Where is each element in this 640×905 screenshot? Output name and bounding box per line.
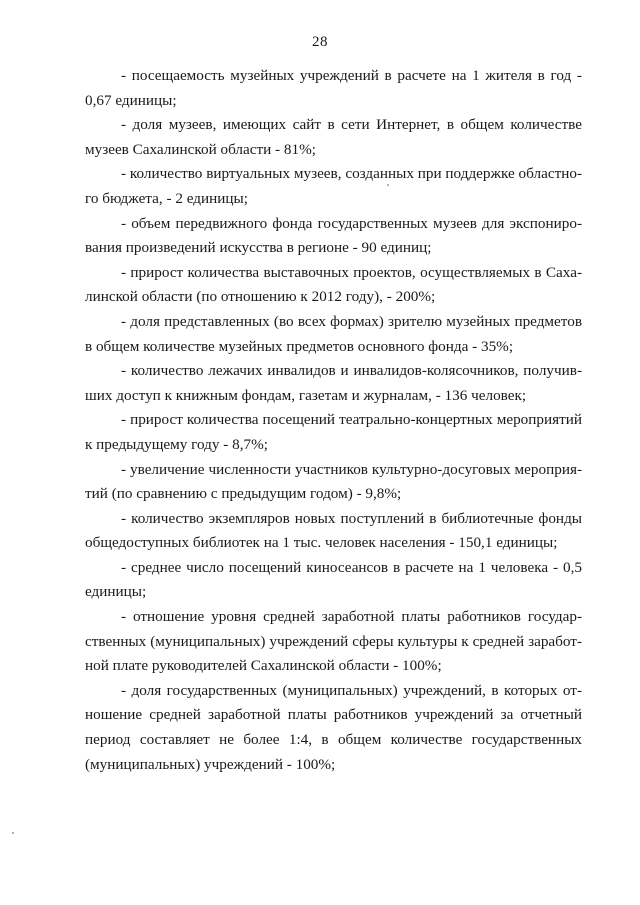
paragraph-salary-ratio-institutions: - доля государственных (муниципальных) учреждений, в которых отношение средней заработной платы работников учреждений за отчетный период составляет не более 1:4, в общем количестве государственных (муниципальных) учреждений - 100%; <box>85 681 582 773</box>
scan-speck <box>12 832 14 834</box>
scan-speck <box>387 184 389 186</box>
paragraph-salary-ratio: - отношение уровня средней заработной платы работников государственных (муниципальных) учреждений сферы культуры к средней заработной плате руководителей Сахалинской области - 100%; <box>85 608 582 675</box>
paragraph-leisure-participants: - увеличение численности участников культурно-досуговых мероприятий (по сравнению с предыдущим годом) - 9,8%; <box>85 460 582 503</box>
document-body <box>85 64 582 777</box>
paragraph-museums-with-website: - доля музеев, имеющих сайт в сети Интернет, в общем количестве музеев Сахалинской области - 81%; <box>85 116 582 158</box>
paragraph-travelling-collection: - объем передвижного фонда государственных музеев для экспонирования произведений искусства в регионе - 90 единиц; <box>85 214 582 257</box>
paragraph-museum-attendance: - посещаемость музейных учреждений в расчете на 1 жителя в год - 0,67 единицы; <box>85 67 582 109</box>
paragraph-displayed-objects: - доля представленных (во всех формах) зрителю музейных предметов в общем количестве музейных предметов основного фонда - 35%; <box>85 312 582 355</box>
paragraph-cinema-visits: - среднее число посещений киносеансов в расчете на 1 человека - 0,5 единицы; <box>85 558 582 601</box>
paragraph-library-acquisitions: - количество экземпляров новых поступлений в библиотечные фонды общедоступных библиотек на 1 тыс. человек населения - 150,1 единицы; <box>85 509 582 552</box>
page-number: 28 <box>312 34 328 50</box>
paragraph-virtual-museums: - количество виртуальных музеев, созданных при поддержке областного бюджета, - 2 единицы; <box>85 165 582 207</box>
paragraph-disabled-readers: - количество лежачих инвалидов и инвалидов-колясочников, получивших доступ к книжным фондам, газетам и журналам, - 136 человек; <box>85 362 582 404</box>
paragraph-theatre-attendance: - прирост количества посещений театрально-концертных мероприятий к предыдущему году - 8,7%; <box>85 411 582 453</box>
paragraph-exhibition-projects: - прирост количества выставочных проектов, осуществляемых в Сахалинской области (по отношению к 2012 году), - 200%; <box>85 263 582 306</box>
